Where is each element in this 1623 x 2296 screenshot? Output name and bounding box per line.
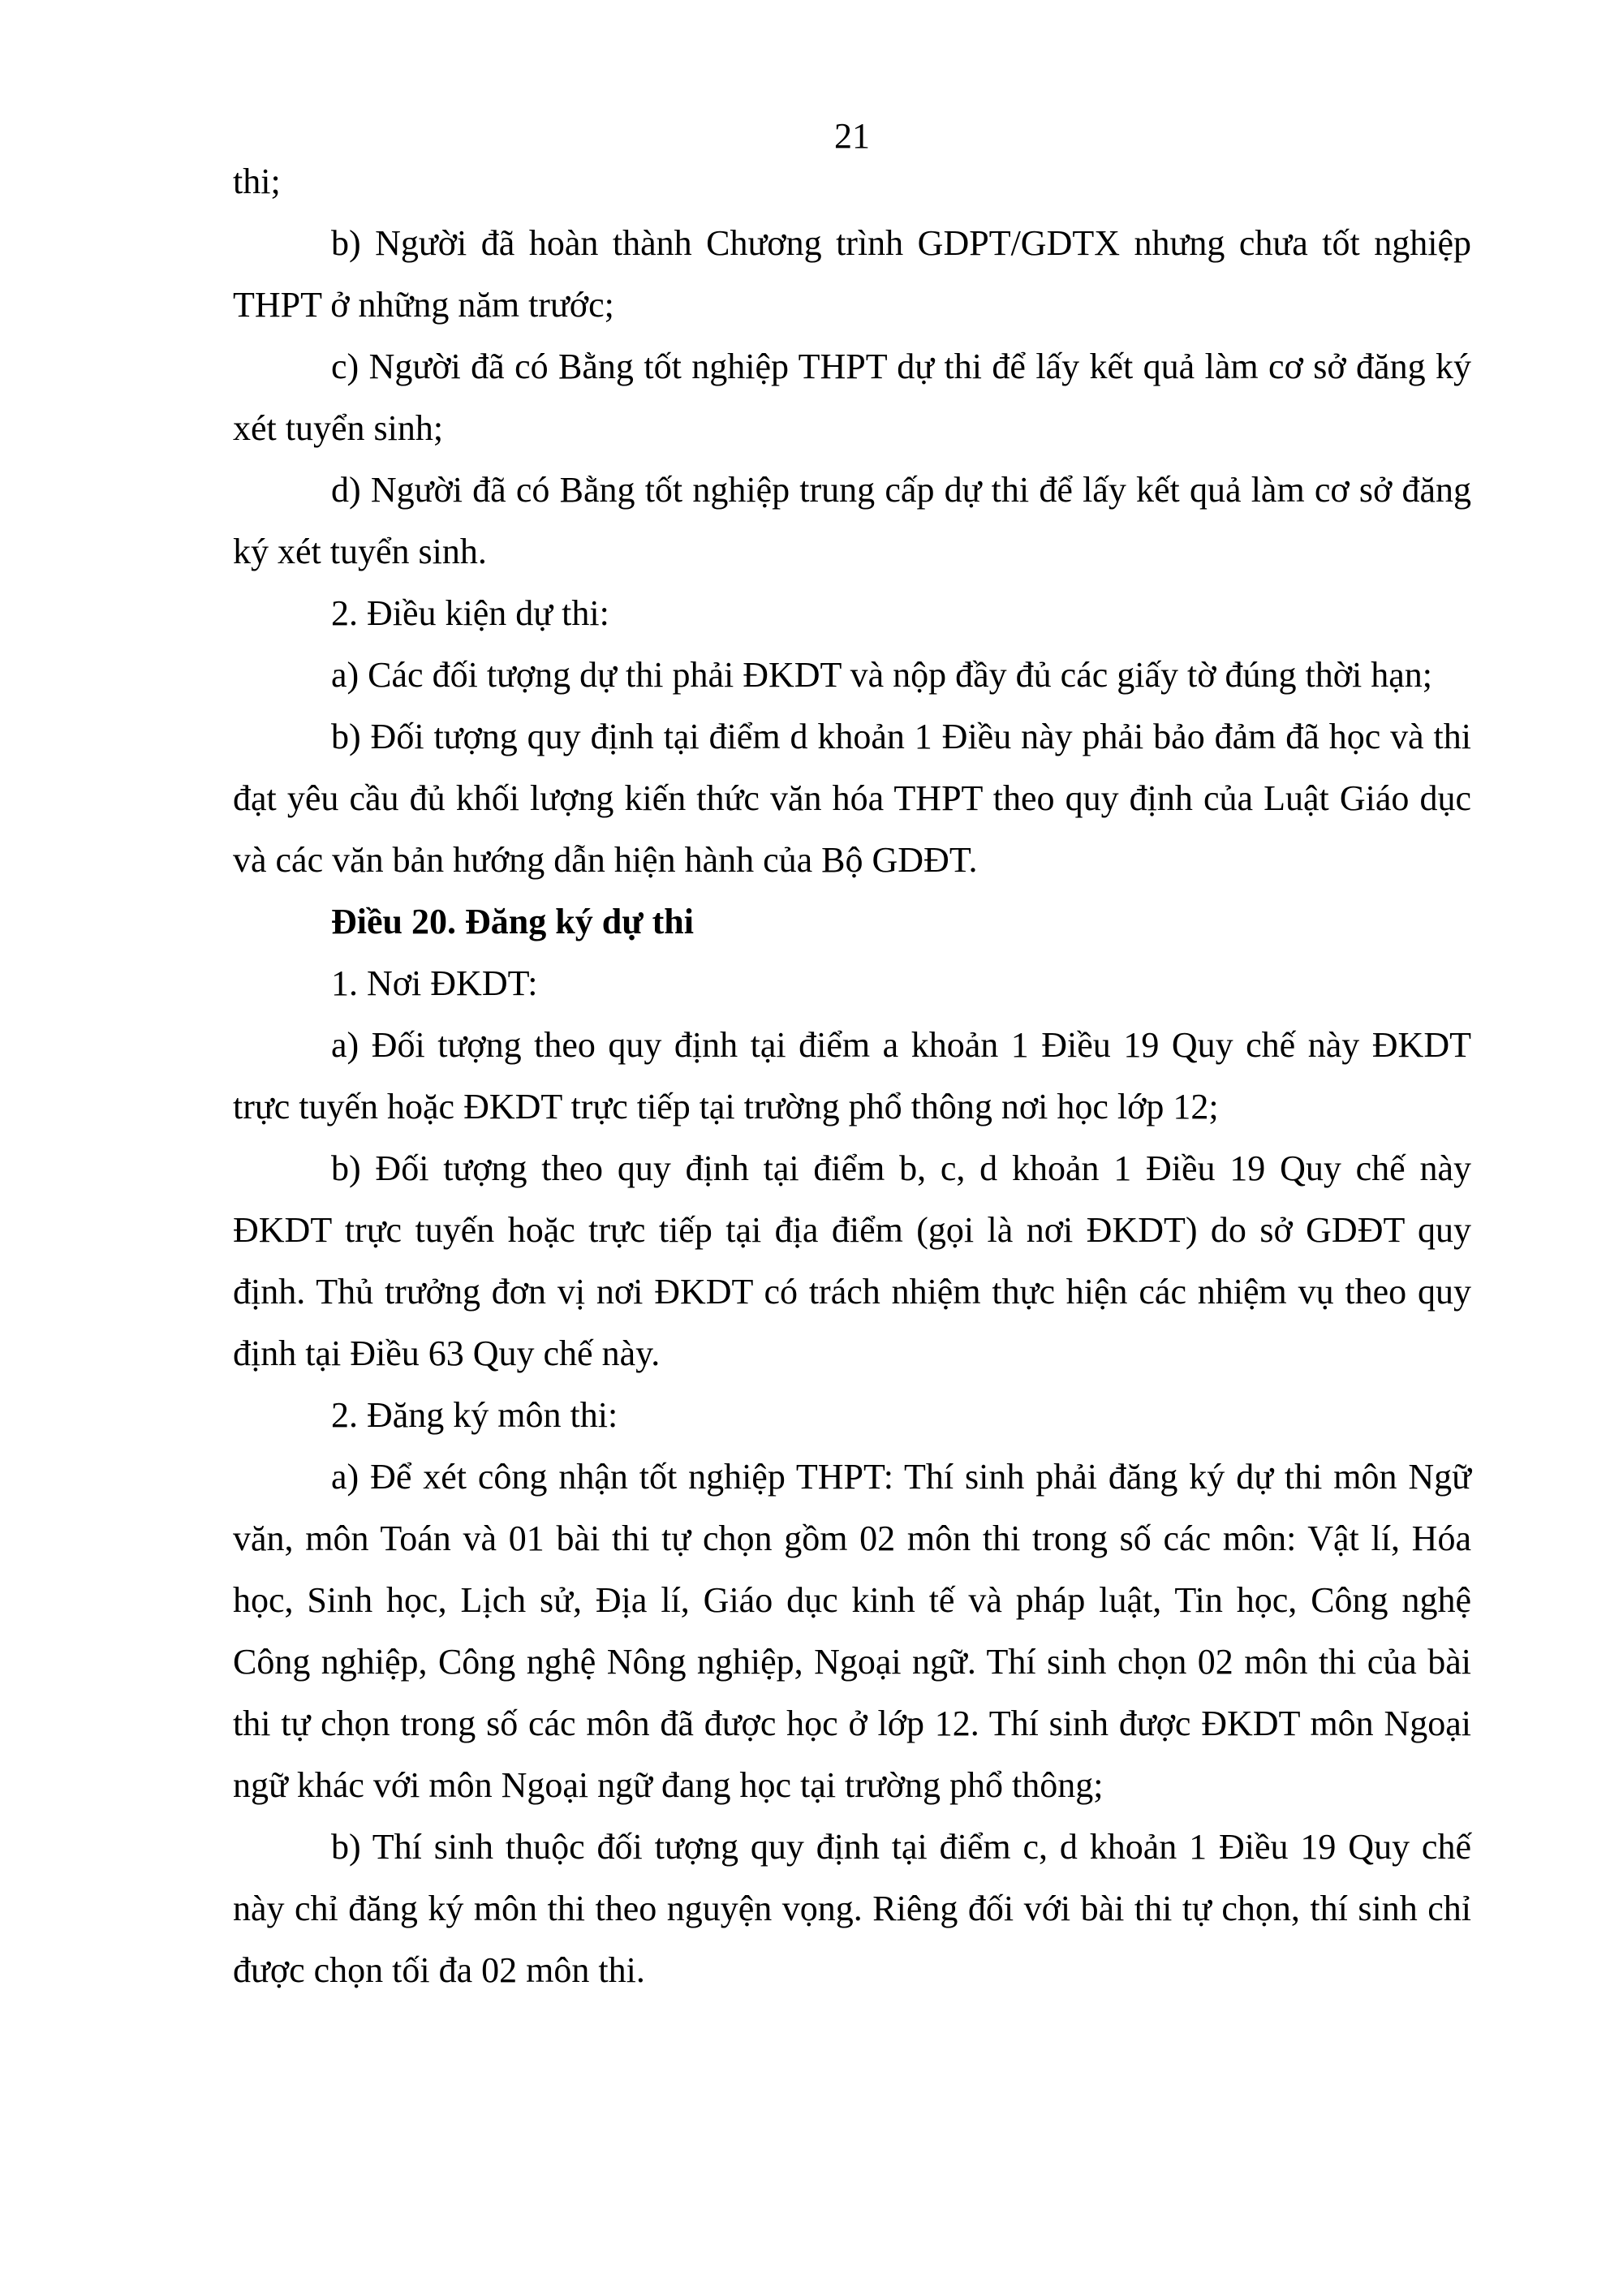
paragraph: 1. Nơi ĐKDT: [331, 963, 538, 1003]
paragraph: a) Để xét công nhận tốt nghiệp THPT: Thí sinh phải đăng ký dự thi môn Ngữ văn, môn Toán và 01 bài thi tự chọn gồm 02 môn thi trong số các môn: Vật lí, Hóa học, Sinh học, Lịch sử, Địa lí, Giáo dục kinh tế và pháp luật, Tin học, Công nghệ Công nghiệp, Công nghệ Nông nghiệp, Ngoại ngữ. Thí sinh chọn 02 môn thi của bài thi tự chọn trong số các môn đã được học ở lớp 12. Thí sinh được ĐKDT môn Ngoại ngữ khác với môn Ngoại ngữ đang học tại trường phổ thông; [233, 1457, 1471, 1805]
paragraph: a) Các đối tượng dự thi phải ĐKDT và nộp đầy đủ các giấy tờ đúng thời hạn; [331, 655, 1432, 695]
paragraph: b) Đối tượng theo quy định tại điểm b, c, d khoản 1 Điều 19 Quy chế này ĐKDT trực tuyến hoặc trực tiếp tại địa điểm (gọi là nơi ĐKDT) do sở GDĐT quy định. Thủ trưởng đơn vị nơi ĐKDT có trách nhiệm thực hiện các nhiệm vụ theo quy định tại Điều 63 Quy chế này. [233, 1148, 1471, 1373]
paragraph: thi; [233, 162, 281, 201]
paragraph: d) Người đã có Bằng tốt nghiệp trung cấp dự thi để lấy kết quả làm cơ sở đăng ký xét tuyển sinh. [233, 470, 1471, 571]
paragraph: c) Người đã có Bằng tốt nghiệp THPT dự thi để lấy kết quả làm cơ sở đăng ký xét tuyển sinh; [233, 347, 1471, 448]
article-heading: Điều 20. Đăng ký dự thi [331, 902, 694, 941]
document-body [233, 151, 1471, 2001]
paragraph: 2. Đăng ký môn thi: [331, 1395, 618, 1435]
paragraph: a) Đối tượng theo quy định tại điểm a khoản 1 Điều 19 Quy chế này ĐKDT trực tuyến hoặc ĐKDT trực tiếp tại trường phổ thông nơi học lớp 12; [233, 1025, 1471, 1126]
paragraph: b) Đối tượng quy định tại điểm d khoản 1 Điều này phải bảo đảm đã học và thi đạt yêu cầu đủ khối lượng kiến thức văn hóa THPT theo quy định của Luật Giáo dục và các văn bản hướng dẫn hiện hành của Bộ GDĐT. [233, 717, 1471, 880]
paragraph: b) Người đã hoàn thành Chương trình GDPT/GDTX nhưng chưa tốt nghiệp THPT ở những năm trước; [233, 223, 1471, 325]
page-number: 21 [834, 116, 870, 156]
paragraph: b) Thí sinh thuộc đối tượng quy định tại điểm c, d khoản 1 Điều 19 Quy chế này chỉ đăng ký môn thi theo nguyện vọng. Riêng đối với bài thi tự chọn, thí sinh chỉ được chọn tối đa 02 môn thi. [233, 1827, 1471, 1990]
paragraph: 2. Điều kiện dự thi: [331, 593, 609, 633]
